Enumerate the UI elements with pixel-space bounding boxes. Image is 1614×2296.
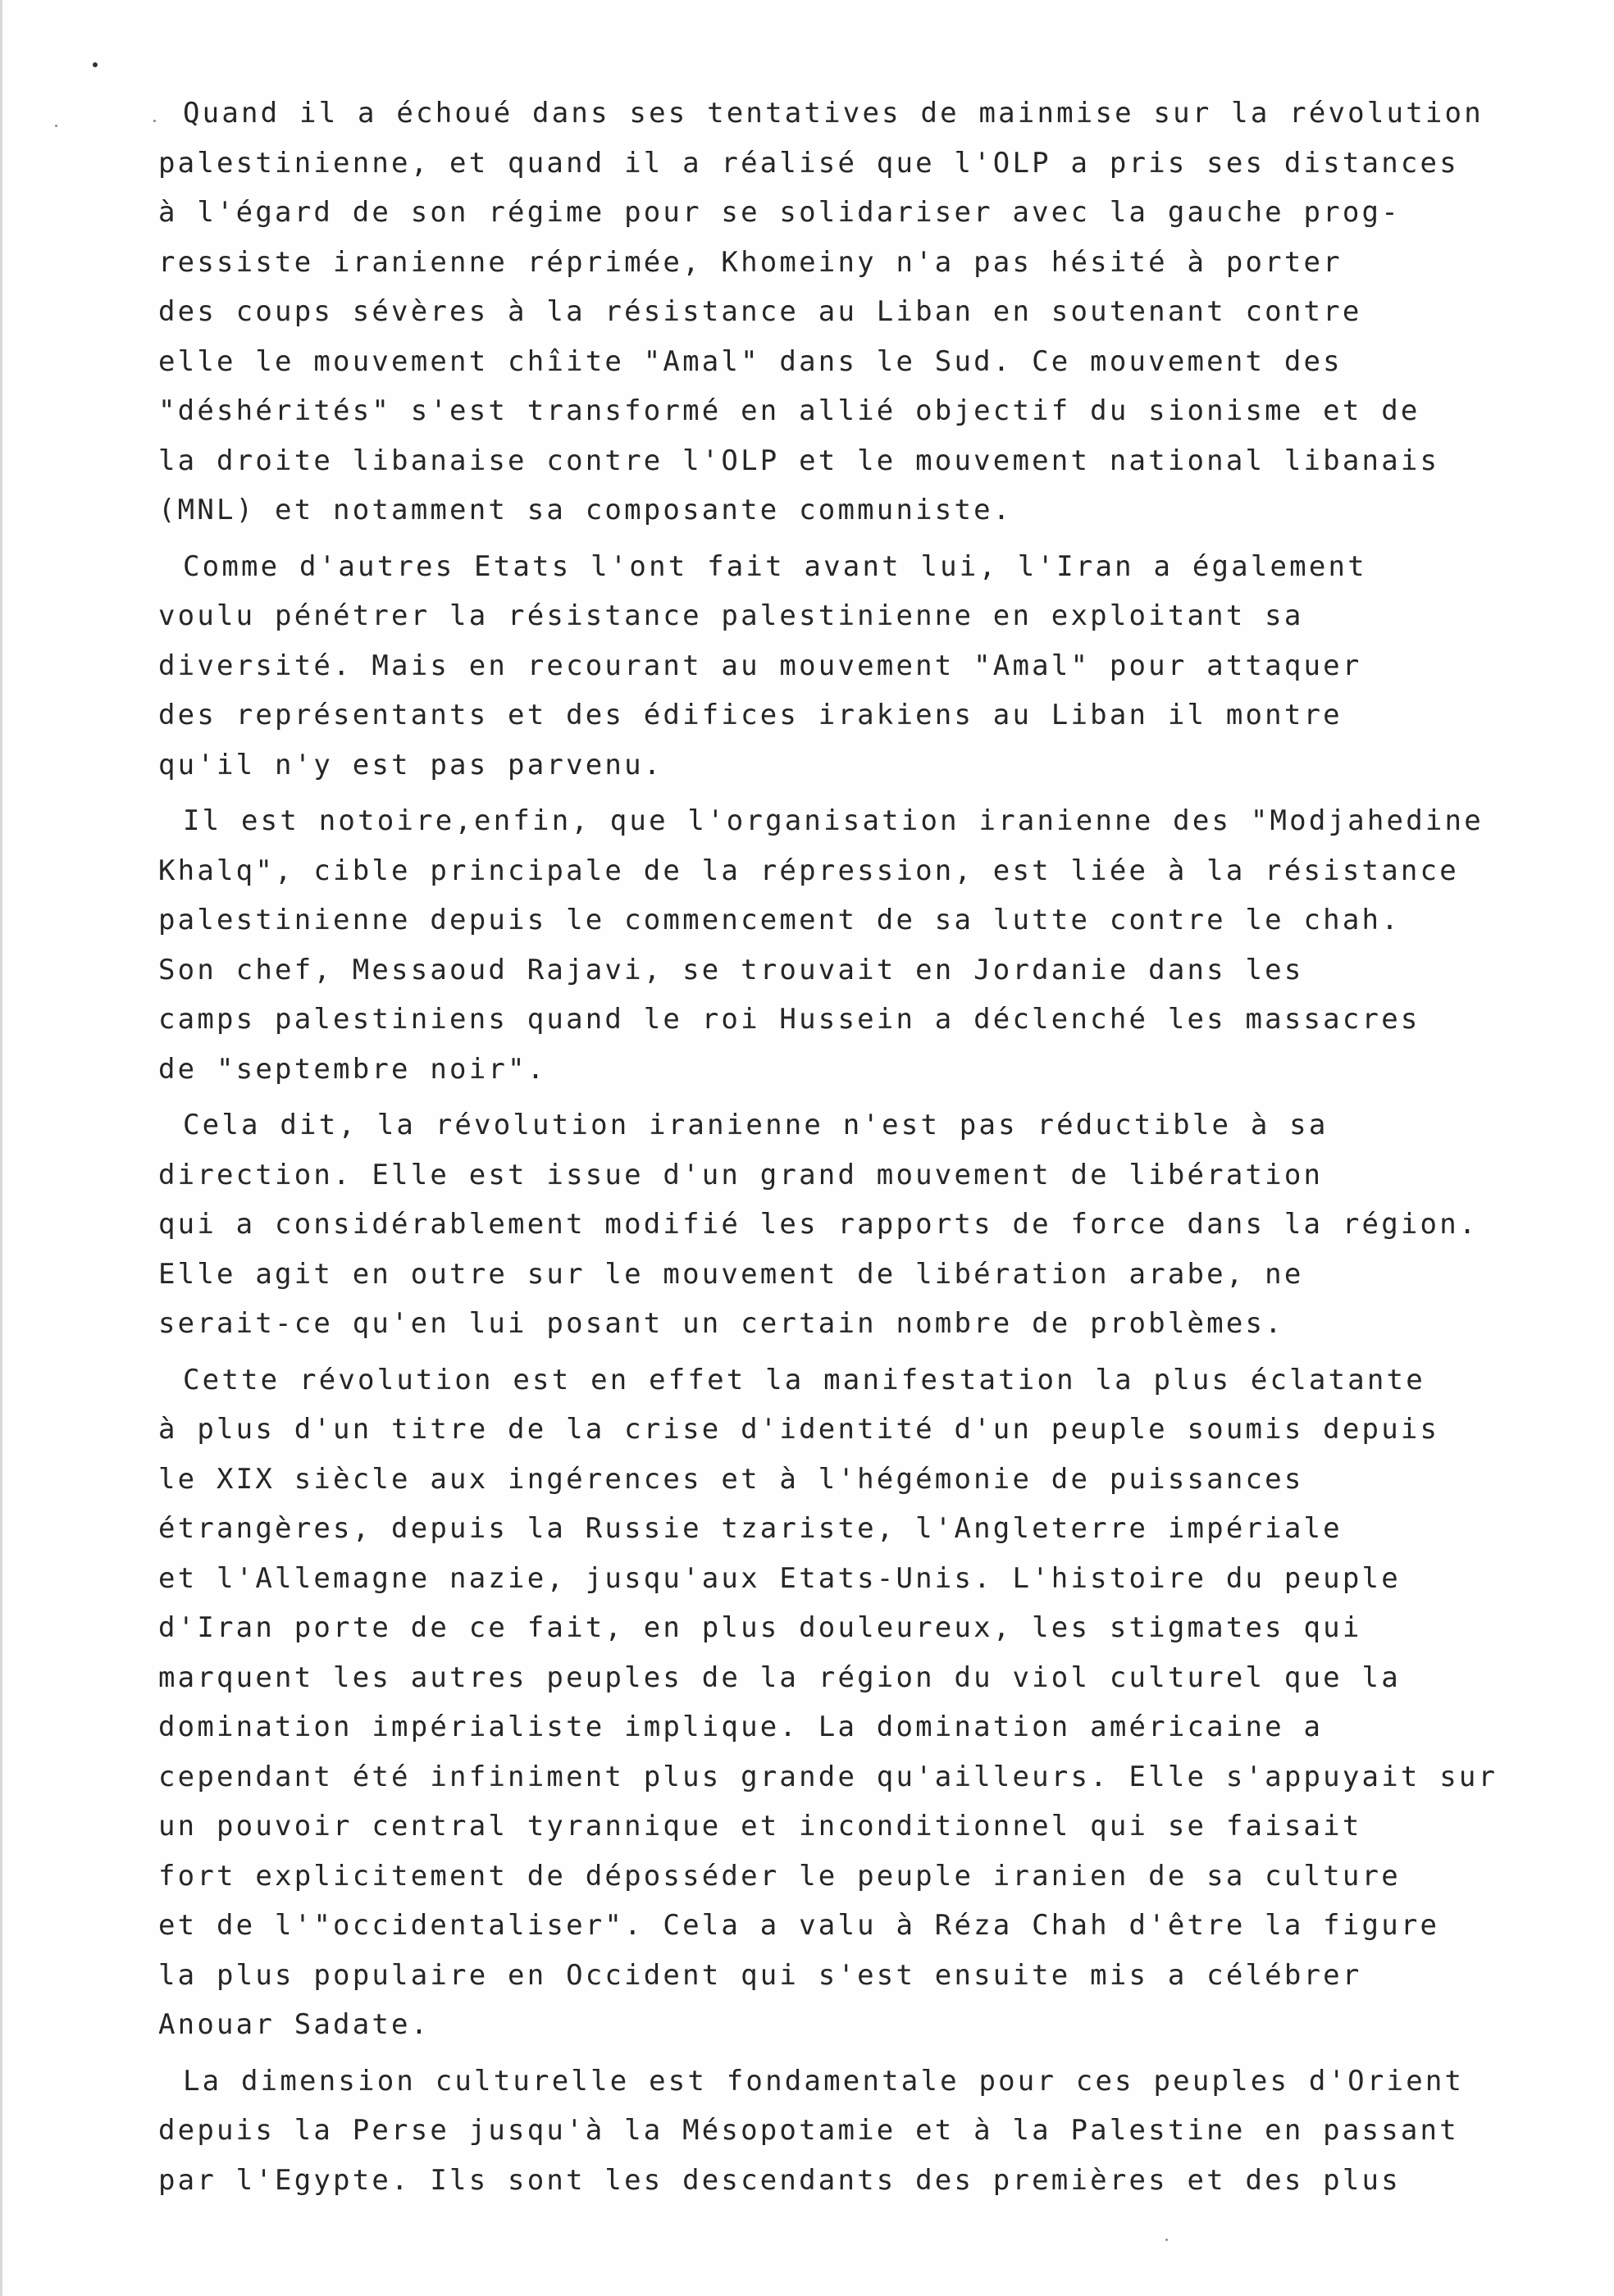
text-line: et de l'"occidentaliser". Cela a valu à Réza Chah d'être la figure [158,1909,1440,1942]
text-line: palestinienne depuis le commencement de sa lutte contre le chah. [158,904,1401,936]
text-line: Comme d'autres Etats l'ont fait avant lui, l'Iran a également [183,549,1367,583]
text-line: Cette révolution est en effet la manifestation la plus éclatante [183,1363,1425,1396]
paragraph-3 [158,796,1569,1094]
text-line: domination impérialiste implique. La domination américaine a [158,1711,1324,1743]
text-line: à l'égard de son régime pour se solidariser avec la gauche prog- [158,196,1401,229]
text-line: marquent les autres peuples de la région du viol culturel que la [158,1660,1401,1694]
text-line: d'Iran porte de ce fait, en plus douleureux, les stigmates qui [158,1611,1362,1644]
text-line: ressiste iranienne réprimée, Khomeiny n'a pas hésité à porter [158,245,1343,279]
text-line: à plus d'un titre de la crise d'identité d'un peuple soumis depuis [158,1413,1440,1446]
text-line: Khalq", cible principale de la répression, est liée à la résistance [158,854,1459,887]
paragraph-6 [158,2057,1569,2206]
text-line: fort explicitement de déposséder le peuple iranien de sa culture [158,1859,1401,1893]
text-line: "déshérités" s'est transformé en allié objectif du sionisme et de [158,394,1420,427]
margin-speck-mark [153,120,156,122]
text-line: qu'il n'y est pas parvenu. [158,748,663,781]
text-line: depuis la Perse jusqu'à la Mésopotamie et à la Palestine en passant [158,2114,1459,2147]
text-line: Anouar Sadate. [158,2008,431,2041]
margin-dot-mark [93,62,98,67]
text-line: Il est notoire,enfin, que l'organisation iranienne des "Modjahedine [183,804,1484,837]
text-line: cependant été infiniment plus grande qu'ailleurs. Elle s'appuyait sur [158,1760,1498,1793]
text-line: serait-ce qu'en lui posant un certain nombre de problèmes. [158,1307,1284,1340]
margin-speck-mark [55,125,57,127]
paragraph-5 [158,1355,1569,2050]
text-line: qui a considérablement modifié les rapports de force dans la région. [158,1208,1479,1241]
text-line: la droite libanaise contre l'OLP et le mouvement national libanais [158,444,1440,477]
text-line: Cela dit, la révolution iranienne n'est pas réductible à sa [183,1109,1329,1141]
text-line: elle le mouvement chîite "Amal" dans le Sud. Ce mouvement des [158,344,1343,378]
bottom-speck-mark [1165,2239,1168,2241]
text-line: diversité. Mais en recourant au mouvement "Amal" pour attaquer [158,649,1362,682]
text-line: voulu pénétrer la résistance palestinienne en exploitant sa [158,599,1304,632]
text-line: de "septembre noir". [158,1052,547,1086]
text-line: Quand il a échoué dans ses tentatives de mainmise sur la révolution [183,97,1484,130]
paragraph-4 [158,1100,1569,1349]
text-line: Elle agit en outre sur le mouvement de libération arabe, ne [158,1257,1304,1291]
text-line: et l'Allemagne nazie, jusqu'aux Etats-Unis. L'histoire du peuple [158,1561,1401,1595]
paragraph-2 [158,542,1569,790]
text-line: la plus populaire en Occident qui s'est ensuite mis a célébrer [158,1958,1362,1992]
text-line: le XIX siècle aux ingérences et à l'hégémonie de puissances [158,1462,1304,1496]
paragraph-1 [158,89,1569,535]
text-line: Son chef, Messaoud Rajavi, se trouvait en Jordanie dans les [158,953,1304,986]
text-line: direction. Elle est issue d'un grand mouvement de libération [158,1158,1324,1191]
text-line: des coups sévères à la résistance au Liban en soutenant contre [158,295,1362,328]
document-body [158,89,1569,2212]
text-line: par l'Egypte. Ils sont les descendants des premières et des plus [158,2163,1401,2197]
text-line: palestinienne, et quand il a réalisé que l'OLP a pris ses distances [158,146,1459,180]
text-line: (MNL) et notamment sa composante communiste. [158,494,1013,526]
text-line: camps palestiniens quand le roi Hussein a déclenché les massacres [158,1003,1420,1036]
text-line: La dimension culturelle est fondamentale pour ces peuples d'Orient [183,2064,1465,2098]
text-line: étrangères, depuis la Russie tzariste, l'Angleterre impériale [158,1512,1343,1545]
text-line: des représentants et des édifices irakiens au Liban il montre [158,699,1343,731]
text-line: un pouvoir central tyrannique et inconditionnel qui se faisait [158,1810,1362,1843]
